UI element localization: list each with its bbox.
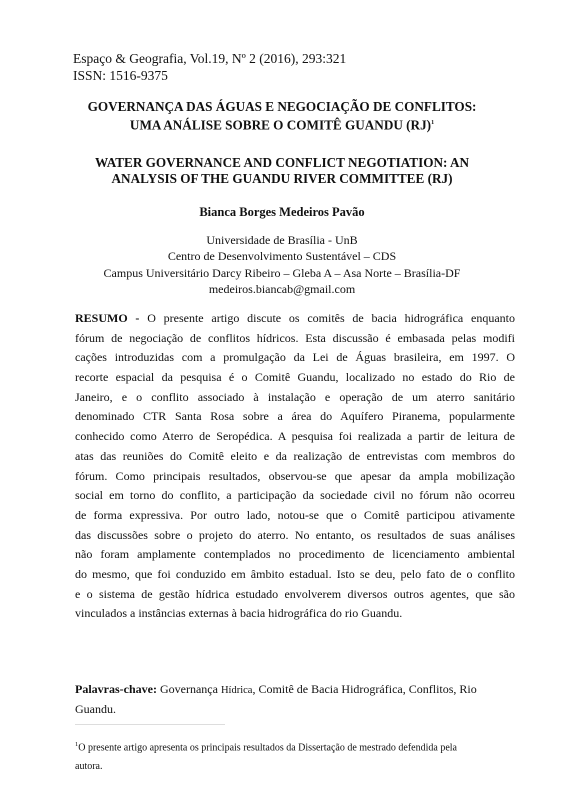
journal-issn: ISSN: 1516-9375 [73,68,168,83]
abstract-line: fórum de negociação de conflitos hídricos. Esta discussão é embasada pelas modifi [75,330,515,345]
abstract-line: Janeiro, e o conflito associado à instalação e operação de um aterro sanitário [75,389,515,404]
abstract-label: RESUMO - [75,311,140,325]
keywords-text-1: Governança [156,682,221,696]
keywords [75,680,515,719]
keywords-text-3: , Comitê de Bacia Hidrográfica, Conflitos, Rio [252,682,477,696]
abstract-line: atas das reuniões do Comitê eleito e da realização de entrevistas com membros do [75,448,515,463]
abstract-line: recorte espacial da pesquisa é o Comitê Guandu, localizado no estado do Rio de [75,370,515,385]
journal-header [73,50,346,84]
keywords-line-2: Guandu. [75,701,116,716]
affiliation-campus: Campus Universitário Darcy Ribeiro – Gleba A – Asa Norte – Brasília-DF [103,265,461,280]
affiliation-university: Universidade de Brasília - UnB [206,233,358,247]
title-english [60,155,504,187]
abstract-line [75,309,515,329]
abstract-line: denominado CTR Santa Rosa sobre a área do Aquífero Piranema, popularmente [75,409,515,424]
footnote-text-1: O presente artigo apresenta os principais resultados da Dissertação de mestrado defendida pela [78,742,457,754]
abstract-line: e o sistema de gestão hídrica estudado envolverem diversos outros agentes, que são [75,586,515,601]
abstract-line: do mesmo, que foi conduzido em âmbito estadual. Isto se deu, pelo fato de o conflito [75,566,515,581]
footnote-line-2: autora. [75,761,103,772]
abstract-line: de forma expressiva. Por outro lado, notou-se que o Comitê participou ativamente [75,507,515,522]
title-english-line-1: WATER GOVERNANCE AND CONFLICT NEGOTIATION: AN [94,155,470,170]
abstract-line: não foram amplamente contemplados no procedimento de licenciamento ambiental [75,547,515,562]
abstract-line: social em torno do conflito, a participação da sociedade civil no fórum não ocorreu [75,488,515,503]
author-name: Bianca Borges Medeiros Pavão [199,205,365,219]
footnote [75,734,515,778]
abstract-line: conhecido como Aterro de Seropédica. A pesquisa foi realizada a partir de leitura de [75,429,515,444]
footnote-separator [75,724,225,725]
footnote-line-1 [75,734,515,756]
abstract-line: fórum. Como principais resultados, observou-se que apesar da ampla mobilização [75,468,515,483]
footnote-mark: 1 [75,741,79,748]
affiliation-center: Centro de Desenvolvimento Sustentável – CDS [167,249,397,264]
abstract-line: das discussões sobre o projeto do aterro. No entanto, os resultados de suas análises [75,527,515,542]
keywords-line-1 [75,680,515,700]
title-portuguese-line-2-text: UMA ANÁLISE SOBRE O COMITÊ GUANDU (RJ) [129,117,432,133]
author-affiliation [60,232,504,298]
abstract [75,309,515,624]
abstract-line-text: O presente artigo discute os comitês de bacia hidrográfica enquanto [139,311,515,325]
journal-citation: Espaço & Geografia, Vol.19, Nº 2 (2016), 293:321 [73,51,347,66]
abstract-line: vinculados a instâncias externas à bacia hidrográfica do rio Guandu. [75,606,403,621]
title-portuguese-line-1: GOVERNANÇA DAS ÁGUAS E NEGOCIAÇÃO DE CONFLITOS: [87,99,477,114]
title-portuguese [60,99,504,133]
keywords-label: Palavras-chave: [75,682,157,696]
title-footnote-mark: 1 [431,120,435,126]
title-portuguese-line-2 [60,115,504,133]
title-english-line-2: ANALYSIS OF THE GUANDU RIVER COMMITTEE (RJ) [111,171,453,186]
abstract-line: cações introduzidas com a promulgação da Lei de Águas brasileira, em 1997. O [75,350,515,365]
keywords-text-2: Hídrica [220,685,253,696]
affiliation-email: medeiros.biancab@gmail.com [208,282,356,297]
